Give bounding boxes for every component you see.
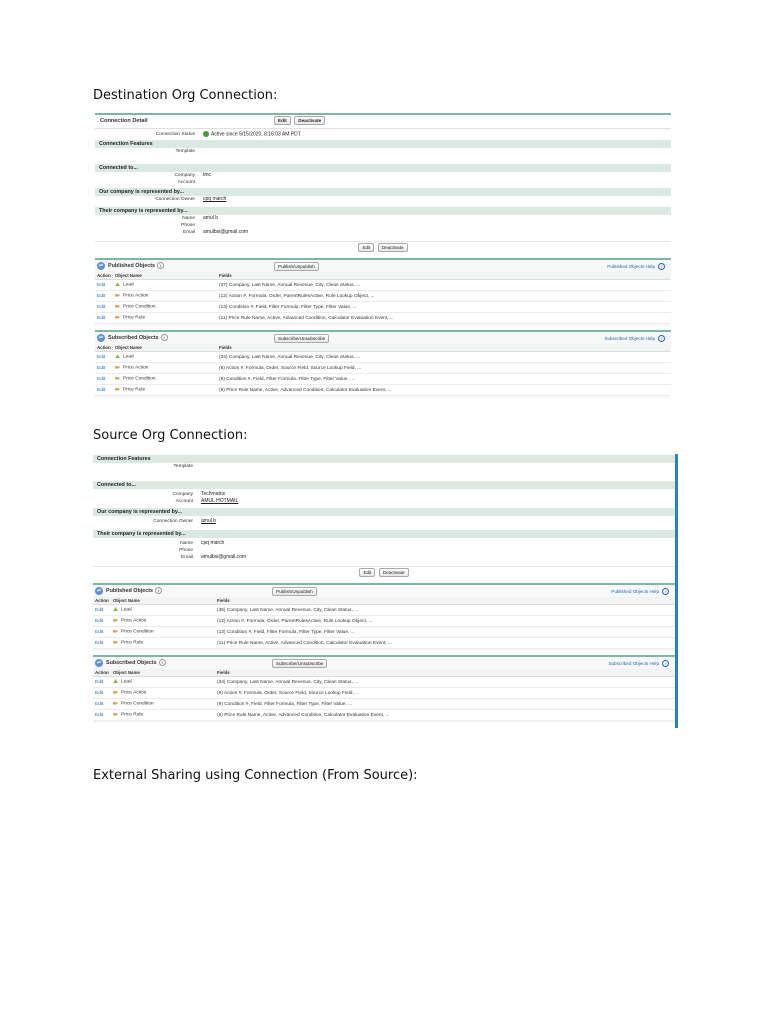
object-name: Price Rule <box>123 387 146 393</box>
connection-features-header: Connection Features <box>95 140 671 148</box>
destination-connection-panel <box>95 113 671 398</box>
price-tag-icon <box>115 315 120 319</box>
published-objects-table <box>95 272 671 324</box>
company-value: tmc <box>203 172 212 178</box>
connection-detail-title: Connection Detail <box>100 118 148 124</box>
connected-to-header: Connected to... <box>95 164 671 172</box>
object-fields: (8) Action #, Formula, Order, Source Field, Source Lookup Field, ... <box>217 363 671 374</box>
table-row <box>95 302 671 313</box>
account-label: Account <box>177 180 195 185</box>
connection-owner-label: Connection Owner <box>155 197 195 202</box>
object-fields: (11) Price Rule Name, Active, Advanced Condition, Calculator Evaluation Event, ... <box>217 313 671 324</box>
email-value: amulbsi@gmail.com <box>203 229 249 235</box>
object-name: Price Condition <box>123 376 156 382</box>
edit-link[interactable]: Edit <box>95 629 104 635</box>
published-objects-title: Published Objects <box>108 263 156 269</box>
account-label: Account <box>175 499 193 504</box>
edit-button[interactable]: Edit <box>274 116 291 125</box>
table-row <box>93 627 675 638</box>
connection-owner-link[interactable]: cpq march <box>203 196 227 202</box>
email-label: Email <box>183 230 195 235</box>
object-fields: (12) Action #, Formula, Order, ParentRulesActive, Rule Lookup Object, ... <box>215 616 675 627</box>
email-value: amulbsi@gmail.com <box>201 554 247 560</box>
object-name: Price Rule <box>123 315 146 321</box>
object-fields: (9) Condition #, Field, Filter Formula, Filter Type, Filter Value, ... <box>215 699 675 710</box>
edit-link[interactable]: Edit <box>97 354 106 360</box>
name-label: Name <box>182 216 195 221</box>
name-value: amul b <box>203 215 219 221</box>
deactivate-button[interactable]: Deactivate <box>379 568 409 577</box>
destination-heading: Destination Org Connection: <box>93 88 278 103</box>
table-row <box>93 638 675 649</box>
source-heading: Source Org Connection: <box>93 428 248 443</box>
deactivate-button[interactable]: Deactivate <box>378 243 408 252</box>
table-row <box>95 352 671 363</box>
table-row <box>95 280 671 291</box>
object-fields: (13) Condition #, Field, Filter Formula, Filter Type, Filter Value, ... <box>217 302 671 313</box>
edit-link[interactable]: Edit <box>97 304 106 310</box>
name-label: Name <box>180 541 193 546</box>
connection-status-icon <box>203 131 209 137</box>
table-row <box>93 605 675 616</box>
edit-link[interactable]: Edit <box>95 640 104 646</box>
column-header-action: Action <box>93 597 111 605</box>
subscribed-objects-panel <box>93 655 675 723</box>
edit-link[interactable]: Edit <box>97 387 106 393</box>
info-icon: i <box>161 334 168 341</box>
price-tag-icon <box>115 376 120 380</box>
edit-link[interactable]: Edit <box>97 282 106 288</box>
subscribed-objects-icon: ⇄ <box>96 660 102 666</box>
table-row <box>95 313 671 324</box>
object-name: Price Action <box>123 365 149 371</box>
object-name: Lead <box>123 282 134 288</box>
price-tag-icon <box>115 387 120 391</box>
price-tag-icon <box>115 365 120 369</box>
object-fields: (34) Company, Last Name, Annual Revenue, City, Clean Status, ... <box>217 352 671 363</box>
our-company-header: Our company is represented by... <box>95 188 671 196</box>
edit-link[interactable]: Edit <box>97 365 106 371</box>
object-fields: (5) Price Rule Name, Active, Advanced Condition, Calculator Evaluation Event, ... <box>215 710 675 721</box>
published-objects-help-link[interactable]: Published Objects Help <box>611 589 659 594</box>
table-row <box>95 363 671 374</box>
edit-link[interactable]: Edit <box>95 690 104 696</box>
price-tag-icon <box>113 701 118 705</box>
column-header-object: Object Name <box>113 344 217 352</box>
column-header-fields: Fields <box>217 344 671 352</box>
our-company-header: Our company is represented by... <box>93 508 675 516</box>
connection-status-value: Active since 5/15/2020, 8:16:03 AM PDT <box>211 131 301 138</box>
their-company-header: Their company is represented by... <box>95 207 671 215</box>
phone-label: Phone <box>181 223 195 228</box>
phone-label: Phone <box>179 548 193 553</box>
help-icon[interactable]: ? <box>658 335 665 342</box>
object-fields: (9) Action #, Formula, Order, Source Field, Source Lookup Field, ... <box>215 688 675 699</box>
published-objects-icon: ⇄ <box>98 263 104 269</box>
subscribed-objects-table <box>93 669 675 721</box>
published-objects-help-link[interactable]: Published Objects Help <box>607 264 655 269</box>
price-tag-icon <box>115 293 120 297</box>
connection-detail-header <box>95 113 671 129</box>
edit-link[interactable]: Edit <box>97 315 106 321</box>
table-row <box>93 699 675 710</box>
lead-icon <box>113 607 118 611</box>
table-row <box>93 616 675 627</box>
object-fields: (11) Price Rule Name, Active, Advanced Condition, Calculator Evaluation Event, ... <box>215 638 675 649</box>
column-header-fields: Fields <box>217 272 671 280</box>
price-tag-icon <box>115 304 120 308</box>
published-objects-table <box>93 597 675 649</box>
object-name: Price Condition <box>121 629 154 635</box>
published-objects-panel <box>93 583 675 651</box>
table-row <box>93 677 675 688</box>
object-name: Price Action <box>121 618 147 624</box>
info-icon: i <box>155 587 162 594</box>
template-label: Template <box>173 464 193 469</box>
help-icon[interactable]: ? <box>662 588 669 595</box>
lead-icon <box>115 354 120 358</box>
subscribed-objects-help-link[interactable]: Subscribed Objects Help <box>608 661 659 666</box>
object-name: Price Condition <box>123 304 156 310</box>
subscribed-objects-title: Subscribed Objects <box>108 335 159 341</box>
object-name: Lead <box>123 354 134 360</box>
object-name: Price Rule <box>121 640 144 646</box>
edit-link[interactable]: Edit <box>95 618 104 624</box>
column-header-object: Object Name <box>111 669 215 677</box>
company-label: Company <box>174 173 195 178</box>
connection-status-label: Connection Status <box>155 132 195 137</box>
subscribed-objects-help-link[interactable]: Subscribed Objects Help <box>604 336 655 341</box>
email-label: Email <box>181 555 193 560</box>
price-tag-icon <box>113 712 118 716</box>
subscribed-objects-table <box>95 344 671 396</box>
column-header-action: Action <box>95 272 113 280</box>
object-fields: (13) Condition #, Field, Filter Formula, Filter Type, Filter Value, ... <box>215 627 675 638</box>
edit-link[interactable]: Edit <box>97 293 106 299</box>
template-label: Template <box>175 149 195 154</box>
external-sharing-heading: External Sharing using Connection (From Source): <box>93 768 418 783</box>
column-header-object: Object Name <box>111 597 215 605</box>
table-row <box>93 710 675 721</box>
publish-unpublish-button[interactable]: Publish/Unpublish <box>272 587 317 596</box>
subscribed-objects-title: Subscribed Objects <box>106 660 157 666</box>
object-name: Price Action <box>121 690 147 696</box>
help-icon[interactable]: ? <box>658 263 665 270</box>
subscribe-unsubscribe-button[interactable]: Subscribe/Unsubscribe <box>274 334 329 343</box>
object-fields: (9) Condition #, Field, Filter Formula, Filter Type, Filter Value, ... <box>217 374 671 385</box>
lead-icon <box>113 679 118 683</box>
object-name: Price Action <box>123 293 149 299</box>
column-header-fields: Fields <box>215 597 675 605</box>
edit-link[interactable]: Edit <box>95 712 104 718</box>
help-icon[interactable]: ? <box>662 660 669 667</box>
object-fields: (9) Price Rule Name, Active, Advanced Condition, Calculator Evaluation Event, ... <box>217 385 671 396</box>
published-objects-title: Published Objects <box>106 588 154 594</box>
connection-owner-label: Connection Owner <box>153 519 193 524</box>
info-icon: i <box>159 659 166 666</box>
object-name: Lead <box>121 679 132 685</box>
name-value: cpq march <box>201 540 225 546</box>
column-header-action: Action <box>93 669 111 677</box>
edit-button[interactable]: Edit <box>358 243 374 252</box>
column-header-object: Object Name <box>113 272 217 280</box>
column-header-fields: Fields <box>215 669 675 677</box>
subscribed-objects-icon: ⇄ <box>98 335 104 341</box>
price-tag-icon <box>113 640 118 644</box>
publish-unpublish-button[interactable]: Publish/Unpublish <box>274 262 319 271</box>
edit-link[interactable]: Edit <box>95 679 104 685</box>
object-fields: (12) Action #, Formula, Order, ParentRulesActive, Rule Lookup Object, ... <box>217 291 671 302</box>
table-row <box>95 374 671 385</box>
edit-link[interactable]: Edit <box>95 701 104 707</box>
object-name: Lead <box>121 607 132 613</box>
edit-link[interactable]: Edit <box>97 376 106 382</box>
deactivate-button[interactable]: Deactivate <box>294 116 325 125</box>
object-fields: (35) Company, Last Name, Annual Revenue, City, Clean Status, ... <box>215 605 675 616</box>
subscribe-unsubscribe-button[interactable]: Subscribe/Unsubscribe <box>272 659 327 668</box>
published-objects-panel <box>95 258 671 326</box>
subscribed-objects-panel <box>95 330 671 398</box>
object-name: Price Condition <box>121 701 154 707</box>
source-connection-panel <box>93 454 678 728</box>
edit-button[interactable]: Edit <box>359 568 375 577</box>
lead-icon <box>115 282 120 286</box>
price-tag-icon <box>113 618 118 622</box>
connection-owner-link[interactable]: amul b <box>201 518 217 524</box>
company-label: Company <box>172 492 193 497</box>
column-header-action: Action <box>95 344 113 352</box>
object-fields: (34) Company, Last Name, Annual Revenue, City, Clean Status, ... <box>215 677 675 688</box>
price-tag-icon <box>113 629 118 633</box>
account-link[interactable]: AMUL HOTMAIL <box>201 498 239 504</box>
table-row <box>95 385 671 396</box>
published-objects-icon: ⇄ <box>96 588 102 594</box>
info-icon: i <box>157 262 164 269</box>
table-row <box>93 688 675 699</box>
object-fields: (37) Company, Last Name, Annual Revenue, City, Clean Status, ... <box>217 280 671 291</box>
price-tag-icon <box>113 690 118 694</box>
edit-link[interactable]: Edit <box>95 607 104 613</box>
their-company-header: Their company is represented by... <box>93 530 675 538</box>
connection-features-header: Connection Features <box>93 455 675 463</box>
table-row <box>95 291 671 302</box>
company-value: Techmatrix <box>201 491 226 497</box>
object-name: Price Rule <box>121 712 144 718</box>
connected-to-header: Connected to... <box>93 481 675 489</box>
